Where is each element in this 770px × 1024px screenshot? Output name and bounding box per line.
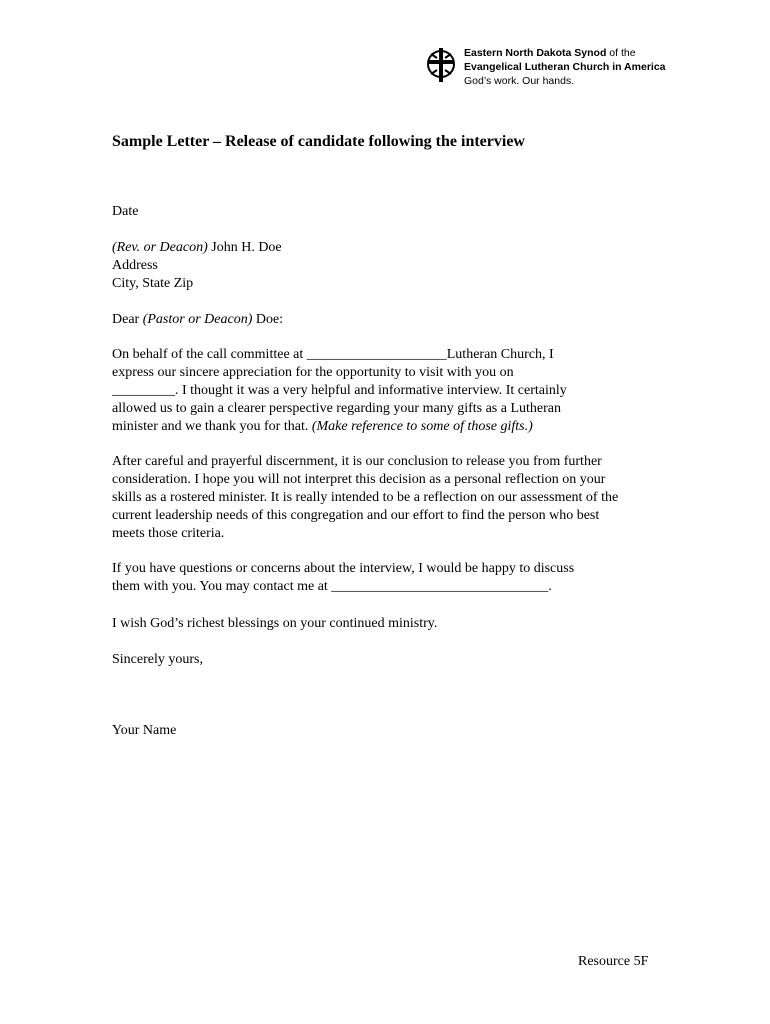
paragraph-4 — [112, 615, 672, 633]
paragraph-line: On behalf of the call committee at ____________________Lutheran Church, I — [112, 347, 554, 362]
recipient-name: John H. Doe — [207, 240, 282, 255]
address-block — [112, 239, 672, 293]
tagline: God’s work. Our hands. — [464, 75, 575, 87]
closing-text: Sincerely yours, — [112, 652, 203, 667]
paragraph-line: If you have questions or concerns about the interview, I would be happy to discuss — [112, 561, 575, 576]
signature-name: Your Name — [112, 723, 177, 738]
synod-name-bold: Eastern North Dakota Synod — [464, 47, 607, 59]
date-line — [112, 203, 672, 221]
closing — [112, 651, 672, 669]
gifts-note: (Make reference to some of those gifts.) — [311, 419, 533, 434]
salutation — [112, 311, 672, 329]
paragraph-line: current leadership needs of this congregation and our effort to find the person who best — [112, 508, 600, 523]
elca-cross-logo-icon — [426, 46, 456, 86]
church-name: Evangelical Lutheran Church in America — [464, 61, 666, 73]
paragraph-line: allowed us to gain a clearer perspective regarding your many gifts as a Lutheran — [112, 401, 561, 416]
paragraph-1 — [112, 346, 672, 436]
city-state-zip: City, State Zip — [112, 276, 194, 291]
paragraph-line: them with you. You may contact me at _______________________________. — [112, 579, 552, 594]
salutation-dear: Dear — [112, 312, 143, 327]
paragraph-line: minister and we thank you for that. — [112, 419, 312, 434]
signature-block — [112, 722, 672, 740]
paragraph-2 — [112, 453, 672, 543]
paragraph-line: After careful and prayerful discernment, it is our conclusion to release you from further — [112, 454, 602, 469]
paragraph-line: express our sincere appreciation for the opportunity to visit with you on — [112, 365, 514, 380]
paragraph-line: skills as a rostered minister. It is really intended to be a reflection on our assessment of the — [112, 490, 619, 505]
paragraph-line: consideration. I hope you will not interpret this decision as a personal reflection on your — [112, 472, 606, 487]
paragraph-3 — [112, 560, 672, 596]
paragraph-line: I wish God’s richest blessings on your continued ministry. — [112, 616, 438, 631]
synod-logo — [426, 46, 666, 96]
resource-label: Resource 5F — [578, 954, 649, 969]
synod-name-light: of the — [606, 47, 636, 59]
paragraph-line: meets those criteria. — [112, 526, 225, 541]
salutation-title: (Pastor or Deacon) — [142, 312, 253, 327]
date-text: Date — [112, 204, 139, 219]
name-prefix: (Rev. or Deacon) — [112, 240, 208, 255]
paragraph-line: _________. I thought it was a very helpful and informative interview. It certainly — [112, 383, 567, 398]
letter-title: Sample Letter – Release of candidate following the interview — [112, 133, 525, 150]
synod-name — [464, 46, 666, 88]
salutation-name: Doe: — [252, 312, 284, 327]
address-line: Address — [112, 258, 158, 273]
